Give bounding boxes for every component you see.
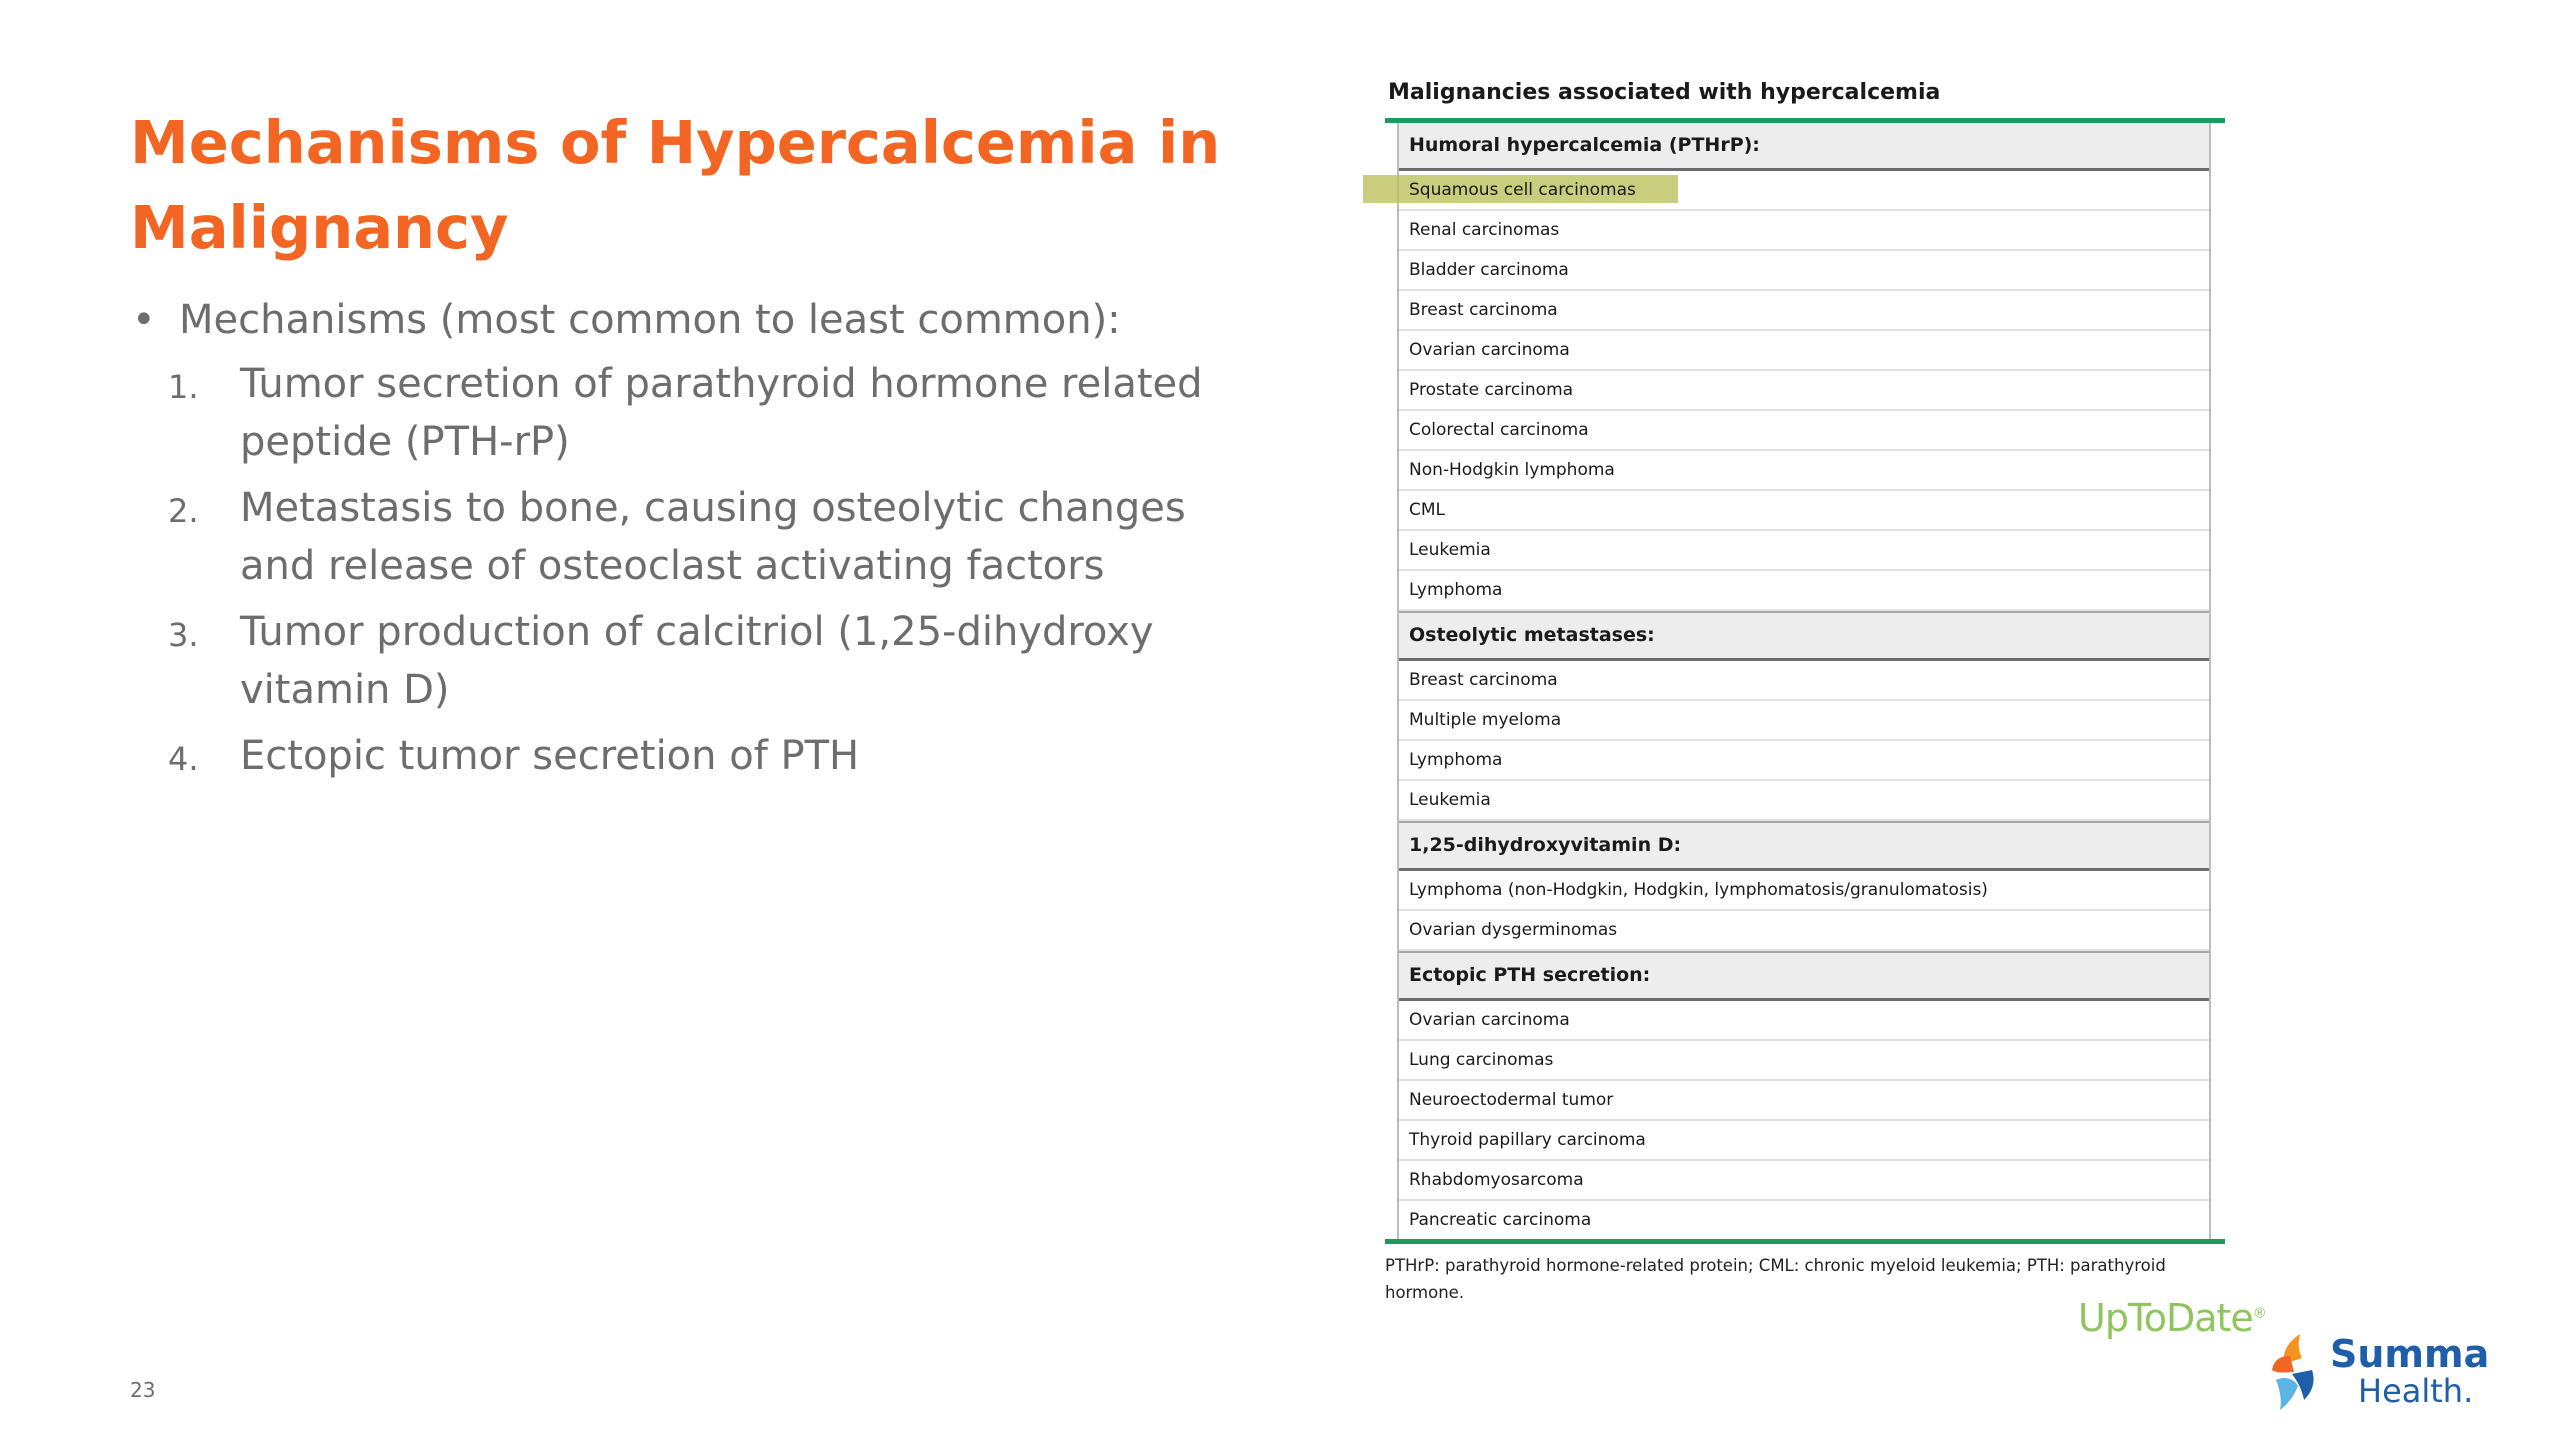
mechanism-number: 1. <box>168 368 199 406</box>
mechanism-text: Tumor production of calcitriol (1,25-dihydroxy vitamin D) <box>240 609 1154 713</box>
table-cell: CML <box>1409 500 1446 520</box>
table-cell: Rhabdomyosarcoma <box>1409 1170 1584 1190</box>
table-cell: Renal carcinomas <box>1409 220 1560 240</box>
table-cell: Multiple myeloma <box>1409 710 1562 730</box>
table-section-heading: Osteolytic metastases: <box>1399 611 2209 661</box>
mechanism-list <box>130 355 1210 785</box>
bullet-dot: • <box>132 297 156 343</box>
table-cell: Bladder carcinoma <box>1409 260 1569 280</box>
table-row <box>1399 1161 2209 1201</box>
table-cell: Ovarian dysgerminomas <box>1409 920 1618 940</box>
table-row <box>1399 371 2209 411</box>
uptodate-logo-text: UpToDate <box>2078 1296 2253 1340</box>
table-cell: Lymphoma (non-Hodgkin, Hodgkin, lymphomatosis/granulomatosis) <box>1409 880 1988 900</box>
table-row <box>1399 1001 2209 1041</box>
table-cell: Breast carcinoma <box>1409 670 1558 690</box>
table-row <box>1399 1041 2209 1081</box>
table-cell: Non-Hodgkin lymphoma <box>1409 460 1615 480</box>
table-row <box>1399 451 2209 491</box>
table-row <box>1399 1121 2209 1161</box>
summa-mark-icon <box>2268 1330 2330 1415</box>
table-row <box>1399 331 2209 371</box>
table-cell: Prostate carcinoma <box>1409 380 1574 400</box>
mechanism-number: 2. <box>168 492 199 530</box>
table-cell: Ovarian carcinoma <box>1409 1010 1570 1030</box>
table-cell: Pancreatic carcinoma <box>1409 1210 1592 1230</box>
bullet-item <box>130 292 1210 349</box>
table-row <box>1399 661 2209 701</box>
table-cell: Colorectal carcinoma <box>1409 420 1589 440</box>
table-footnote: PTHrP: parathyroid hormone-related protein; CML: chronic myeloid leukemia; PTH: parathyroid hormone. <box>1385 1256 2166 1302</box>
table-row <box>1399 491 2209 531</box>
table-row <box>1399 571 2209 611</box>
mechanism-number: 4. <box>168 740 199 778</box>
mechanism-item-3 <box>130 603 1210 719</box>
table-section-heading: Humoral hypercalcemia (PTHrP): <box>1399 123 2209 171</box>
table-cell: Leukemia <box>1409 540 1491 560</box>
registered-mark: ® <box>2252 1305 2266 1322</box>
mechanism-item-4 <box>130 727 1210 785</box>
table-caption: Malignancies associated with hypercalcemia <box>1388 80 1941 105</box>
summa-logo-line2: Health. <box>2358 1372 2474 1410</box>
table-row <box>1399 741 2209 781</box>
summa-logo-line1: Summa <box>2330 1332 2490 1376</box>
table-row <box>1399 211 2209 251</box>
table-row <box>1399 701 2209 741</box>
table-row <box>1399 291 2209 331</box>
table-row <box>1399 1201 2209 1239</box>
table-row <box>1399 1081 2209 1121</box>
table-cell: Ovarian carcinoma <box>1409 340 1570 360</box>
mechanism-text: Tumor secretion of parathyroid hormone related peptide (PTH-rP) <box>240 361 1203 465</box>
mechanism-number: 3. <box>168 616 199 654</box>
table-cell: Lymphoma <box>1409 580 1503 600</box>
malignancy-table <box>1385 118 2225 1244</box>
page-number: 23 <box>130 1378 156 1402</box>
table-section-heading: Ectopic PTH secretion: <box>1399 951 2209 1001</box>
mechanism-item-1 <box>130 355 1210 471</box>
malignancy-table-figure <box>1385 80 2245 1330</box>
table-row <box>1399 251 2209 291</box>
table-cell: Lymphoma <box>1409 750 1503 770</box>
table-cell: Lung carcinomas <box>1409 1050 1554 1070</box>
slide-body <box>130 292 1210 793</box>
table-cell: Leukemia <box>1409 790 1491 810</box>
table-row <box>1399 781 2209 821</box>
mechanism-item-2 <box>130 479 1210 595</box>
mechanism-text: Metastasis to bone, causing osteolytic changes and release of osteoclast activating factors <box>240 485 1186 589</box>
table-cell: Neuroectodermal tumor <box>1409 1090 1614 1110</box>
table-cell: Squamous cell carcinomas <box>1409 180 1636 200</box>
slide-title: Mechanisms of Hypercalcemia in Malignancy <box>130 108 1221 262</box>
table-cell: Thyroid papillary carcinoma <box>1409 1130 1646 1150</box>
mechanism-text: Ectopic tumor secretion of PTH <box>240 733 860 779</box>
uptodate-logo <box>2078 1296 2266 1340</box>
table-body <box>1397 123 2211 1239</box>
table-row <box>1399 911 2209 951</box>
table-row <box>1399 531 2209 571</box>
table-row <box>1399 171 2209 211</box>
bullet-text: Mechanisms (most common to least common): <box>179 297 1121 343</box>
summa-health-logo <box>2268 1330 2490 1420</box>
table-row <box>1399 871 2209 911</box>
table-cell: Breast carcinoma <box>1409 300 1558 320</box>
table-section-heading: 1,25-dihydroxyvitamin D: <box>1399 821 2209 871</box>
table-row <box>1399 411 2209 451</box>
